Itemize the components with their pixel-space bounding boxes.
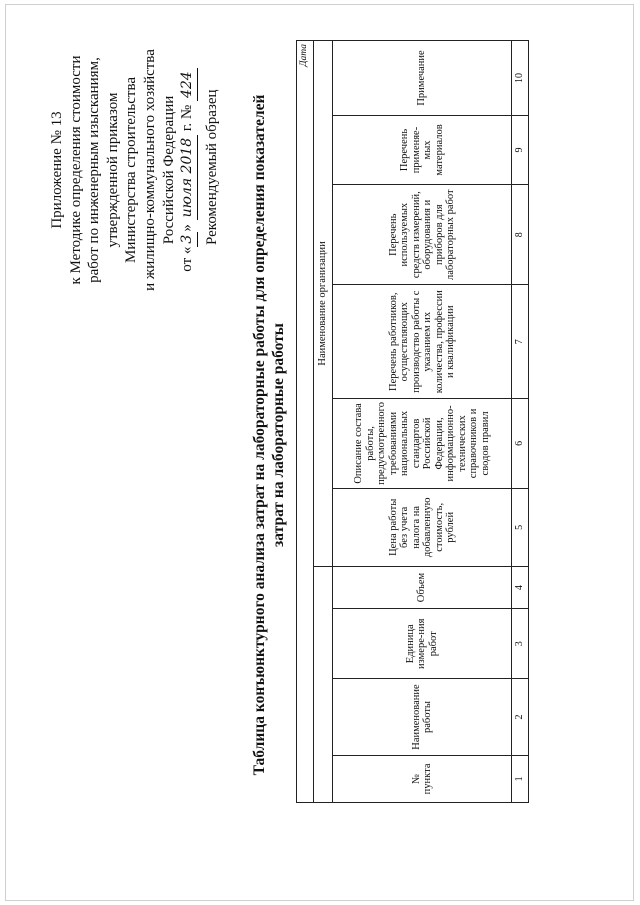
organization-name-cell: Наименование организации xyxy=(314,41,333,567)
order-number: 424 xyxy=(178,68,198,101)
column-number-cell: 5 xyxy=(512,488,529,566)
appendix-line-4: утвержденной приказом xyxy=(104,92,121,248)
header-description: Описание состава работы, предусмотренного требованиями национальных стандартов Российской Федерации, информационно-технических справочников и сводов правил xyxy=(333,399,512,489)
appendix-line-5: Министерства строительства xyxy=(123,77,140,264)
table-title xyxy=(250,35,288,835)
date-row xyxy=(297,41,314,803)
column-number-cell: 2 xyxy=(512,679,529,756)
appendix-line-3: работ по инженерным изысканиям, xyxy=(86,57,103,283)
column-number-row xyxy=(512,41,529,803)
header-materials: Перечень применяе-мых материалов xyxy=(333,115,512,184)
column-number-cell: 6 xyxy=(512,399,529,489)
column-number-cell: 9 xyxy=(512,115,529,184)
appendix-line-1: Приложение № 13 xyxy=(49,111,65,229)
header-note: Примечание xyxy=(333,41,512,116)
header-row xyxy=(333,41,512,803)
column-number-cell: 1 xyxy=(512,755,529,802)
order-day: 3 xyxy=(178,232,198,247)
order-no-label: г. № xyxy=(179,104,196,132)
title-line-2: затрат на лабораторные работы xyxy=(270,323,287,547)
appendix-block xyxy=(48,10,198,330)
cost-analysis-table xyxy=(296,40,529,803)
column-number-cell: 4 xyxy=(512,566,529,608)
title-line-1: Таблица конъюнктурного анализа затрат на лабораторные работы для определения показателей xyxy=(251,94,268,776)
header-work-name: Наименование работы xyxy=(333,679,512,756)
appendix-line-6: и жилищно-коммунального хозяйства xyxy=(141,49,158,291)
column-number-cell: 10 xyxy=(512,41,529,116)
order-month-year: июля 2018 xyxy=(178,135,198,221)
header-item-number: № пункта xyxy=(333,755,512,802)
appendix-line-2: к Методике определения стоимости xyxy=(67,55,84,285)
organization-row xyxy=(314,41,333,803)
order-prefix: от « xyxy=(179,246,196,272)
order-mid: » xyxy=(179,224,196,232)
header-equipment: Перечень используемых средств измерений, оборудования и приборов для лабораторных работ xyxy=(333,185,512,285)
header-price: Цена работы без учета налога на добавленную стоимость, рублей xyxy=(333,488,512,566)
header-workers: Перечень работников, осуществляющих производство работы с указанием их количества, профессии и квалификации xyxy=(333,285,512,399)
recommended-sample-label: Рекомендуемый образец xyxy=(204,89,220,245)
date-cell: Дата xyxy=(297,41,314,803)
header-volume: Объем xyxy=(333,566,512,608)
column-number-cell: 3 xyxy=(512,609,529,679)
org-blank-cell xyxy=(314,566,333,802)
column-number-cell: 8 xyxy=(512,185,529,285)
appendix-line-7: Российской Федерации xyxy=(160,95,177,245)
column-number-cell: 7 xyxy=(512,285,529,399)
header-unit: Единица измере-ния работ xyxy=(333,609,512,679)
order-line xyxy=(178,10,198,330)
